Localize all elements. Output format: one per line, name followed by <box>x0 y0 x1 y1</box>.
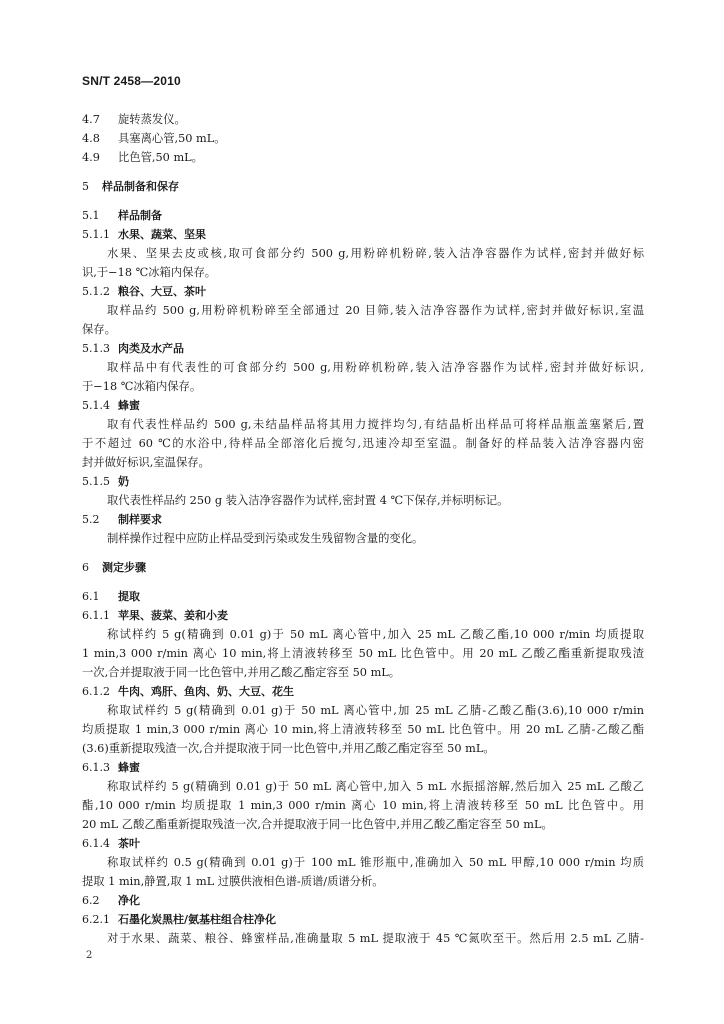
subsection-heading: 6.1.1 苹果、菠菜、姜和小麦 <box>82 609 228 622</box>
subsection-heading: 5.1.5 奶 <box>82 475 129 488</box>
list-item: 4.8 具塞离心管,50 mL。 <box>82 132 226 145</box>
subsection-heading: 6.2.1 石墨化炭黑柱/氨基柱组合柱净化 <box>82 913 277 926</box>
paragraph-line: 一次,合并提取液于同一比色管中,并用乙酸乙酯定容至 50 mL。 <box>82 666 401 679</box>
subsection-heading: 5.1 样品制备 <box>82 209 162 222</box>
paragraph-line: 称取试样约 0.5 g(精确到 0.01 g)于 100 mL 锥形瓶中,准确加入 50 mL 甲醇,10 000 r/min 均质 <box>107 856 644 869</box>
list-item: 4.7 旋转蒸发仪。 <box>82 113 186 126</box>
paragraph-line: 保存。 <box>82 323 116 336</box>
paragraph-line: 取样品中有代表性的可食部分约 500 g,用粉碎机粉碎,装入洁净容器作为试样,密封并做好标识, <box>107 361 644 374</box>
subsection-heading: 5.1.1 水果、蔬菜、坚果 <box>82 228 206 241</box>
section-heading: 6 测定步骤 <box>82 561 146 574</box>
list-item: 4.9 比色管,50 mL。 <box>82 151 203 164</box>
subsection-heading: 6.1 提取 <box>82 590 140 603</box>
paragraph-line: 酯,10 000 r/min 均质提取 1 min,3 000 r/min 离心 10 min,将上清液转移至 50 mL 比色管中。用 <box>82 799 644 812</box>
subsection-heading: 5.1.2 粮谷、大豆、茶叶 <box>82 285 206 298</box>
paragraph-line: 取有代表性样品约 500 g,未结晶样品将其用力搅拌均匀,有结晶析出样品可将样品瓶盖塞紧后,置 <box>107 418 644 431</box>
subsection-heading: 6.2 净化 <box>82 894 140 907</box>
paragraph-line: 于−18 ℃冰箱内保存。 <box>82 380 202 393</box>
paragraph-line: 称取试样约 5 g(精确到 0.01 g)于 50 mL 离心管中,加 25 mL 乙腈-乙酸乙酯(3.6),10 000 r/min <box>107 704 644 717</box>
paragraph-line: 制样操作过程中应防止样品受到污染或发生残留物含量的变化。 <box>107 532 424 545</box>
page-number: 2 <box>86 950 93 961</box>
paragraph-line: 取样品约 500 g,用粉碎机粉碎至全部通过 20 目筛,装入洁净容器作为试样,密封并做好标识,室温 <box>107 304 644 317</box>
standard-code-header: SN/T 2458—2010 <box>82 74 181 88</box>
paragraph-line: 水果、坚果去皮或核,取可食部分约 500 g,用粉碎机粉碎,装入洁净容器作为试样,密封并做好标 <box>107 247 644 260</box>
paragraph-line: 于不超过 60 ℃的水浴中,待样品全部溶化后搅匀,迅速冷却至室温。制备好的样品装入洁净容器内密 <box>82 437 644 450</box>
subsection-heading: 5.2 制样要求 <box>82 513 162 526</box>
paragraph-line: 20 mL 乙酸乙酯重新提取残渣一次,合并提取液于同一比色管中,并用乙酸乙酯定容至 50 mL。 <box>82 818 553 831</box>
paragraph-line: 均质提取 1 min,3 000 r/min 离心 10 min,将上清液转移至 50 mL 比色管中。用 20 mL 乙腈-乙酸乙酯 <box>82 723 644 736</box>
paragraph-line: 称取试样约 5 g(精确到 0.01 g)于 50 mL 离心管中,加入 5 mL 水振摇溶解,然后加入 25 mL 乙酸乙 <box>107 780 644 793</box>
subsection-heading: 6.1.3 蜂蜜 <box>82 761 140 774</box>
subsection-heading: 5.1.3 肉类及水产品 <box>82 342 184 355</box>
subsection-heading: 6.1.4 茶叶 <box>82 837 140 850</box>
section-heading: 5 样品制备和保存 <box>82 180 179 193</box>
paragraph-line: 识,于−18 ℃冰箱内保存。 <box>82 266 217 279</box>
paragraph-line: 提取 1 min,静置,取 1 mL 过膜供液相色谱-质谱/质谱分析。 <box>82 875 384 888</box>
subsection-heading: 6.1.2 牛肉、鸡肝、鱼肉、奶、大豆、花生 <box>82 685 294 698</box>
paragraph-line: 称试样约 5 g(精确到 0.01 g)于 50 mL 离心管中,加入 25 mL 乙酸乙酯,10 000 r/min 均质提取 <box>107 628 644 641</box>
paragraph-line: 对于水果、蔬菜、粮谷、蜂蜜样品,准确量取 5 mL 提取液于 45 ℃氮吹至干。然后用 2.5 mL 乙腈- <box>107 932 644 945</box>
paragraph-line: (3.6)重新提取残渣一次,合并提取液于同一比色管中,并用乙酸乙酯定容至 50 mL。 <box>82 742 495 755</box>
paragraph-line: 封并做好标识,室温保存。 <box>82 456 210 469</box>
paragraph-line: 取代表性样品约 250 g 装入洁净容器作为试样,密封置 4 ℃下保存,并标明标记。 <box>107 494 509 507</box>
paragraph-line: 1 min,3 000 r/min 离心 10 min,将上清液转移至 50 mL 比色管中。用 20 mL 乙酸乙酯重新提取残渣 <box>82 647 644 660</box>
subsection-heading: 5.1.4 蜂蜜 <box>82 399 140 412</box>
